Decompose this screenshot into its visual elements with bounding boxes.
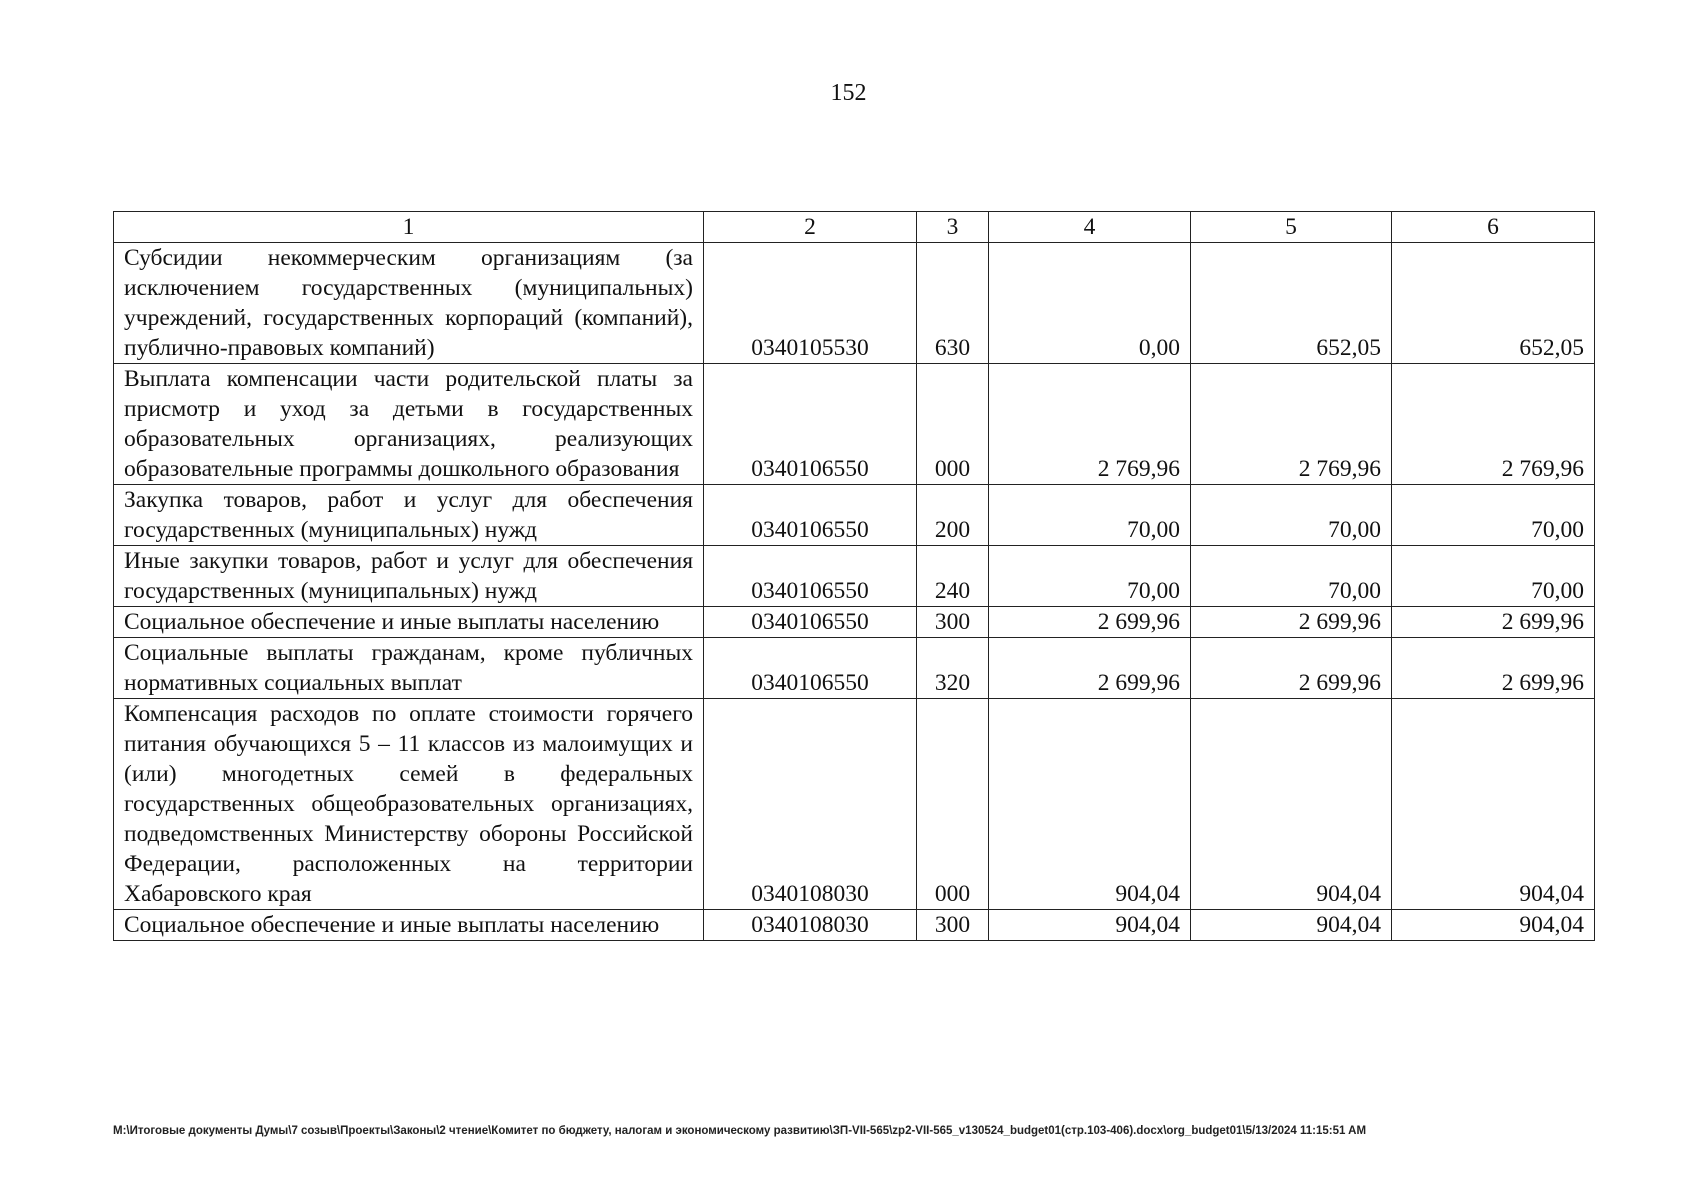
- row-vr: 300: [917, 607, 989, 638]
- col-header-4: 4: [989, 212, 1191, 243]
- table-header-row: [114, 212, 1595, 243]
- row-vr: 000: [917, 699, 989, 910]
- row-value-6: 904,04: [1392, 910, 1595, 941]
- row-name: Социальные выплаты гражданам, кроме публичных нормативных социальных выплат: [114, 638, 704, 699]
- file-path-footer: M:\Итоговые документы Думы\7 созыв\Проекты\Законы\2 чтение\Комитет по бюджету, налогам и экономическому развитию\ЗП-VII-565\zp2-VII-565_v130524_budget01(стр.103-406).docx\org_budget01\5/13/2024 11:15:51 AM: [113, 1125, 1367, 1137]
- col-header-2: 2: [704, 212, 917, 243]
- row-csr: 0340106550: [704, 607, 917, 638]
- row-value-4: 70,00: [989, 546, 1191, 607]
- row-value-4: 0,00: [989, 243, 1191, 364]
- row-value-5: 2 769,96: [1191, 364, 1392, 485]
- row-value-6: 904,04: [1392, 699, 1595, 910]
- row-name: Закупка товаров, работ и услуг для обеспечения государственных (муниципальных) нужд: [114, 485, 704, 546]
- row-value-5: 2 699,96: [1191, 638, 1392, 699]
- row-value-5: 904,04: [1191, 910, 1392, 941]
- table-row: [114, 638, 1595, 699]
- row-csr: 0340106550: [704, 485, 917, 546]
- row-value-4: 2 699,96: [989, 638, 1191, 699]
- table-row: [114, 699, 1595, 910]
- row-value-5: 652,05: [1191, 243, 1392, 364]
- row-name: Социальное обеспечение и иные выплаты населению: [114, 910, 704, 941]
- row-name: Субсидии некоммерческим организациям (за исключением государственных (муниципальных) учреждений, государственных корпораций (компаний), публично-правовых компаний): [114, 243, 704, 364]
- row-vr: 300: [917, 910, 989, 941]
- row-vr: 630: [917, 243, 989, 364]
- col-header-3: 3: [917, 212, 989, 243]
- row-value-5: 2 699,96: [1191, 607, 1392, 638]
- row-value-5: 70,00: [1191, 485, 1392, 546]
- row-name: Компенсация расходов по оплате стоимости горячего питания обучающихся 5 – 11 классов из малоимущих и (или) многодетных семей в федеральных государственных общеобразовательных организациях, подведомственных Министерству обороны Российской Федерации, расположенных на территории Хабаровского края: [114, 699, 704, 910]
- table-row: [114, 546, 1595, 607]
- row-value-6: 2 699,96: [1392, 638, 1595, 699]
- table-row: [114, 364, 1595, 485]
- row-value-4: 2 699,96: [989, 607, 1191, 638]
- row-value-4: 904,04: [989, 699, 1191, 910]
- row-value-5: 904,04: [1191, 699, 1392, 910]
- row-vr: 320: [917, 638, 989, 699]
- table-row: [114, 485, 1595, 546]
- budget-table: [113, 211, 1595, 941]
- row-vr: 200: [917, 485, 989, 546]
- row-csr: 0340108030: [704, 910, 917, 941]
- row-value-4: 2 769,96: [989, 364, 1191, 485]
- table-row: [114, 243, 1595, 364]
- row-value-4: 70,00: [989, 485, 1191, 546]
- row-value-4: 904,04: [989, 910, 1191, 941]
- row-name: Выплата компенсации части родительской платы за присмотр и уход за детьми в государственных образовательных организациях, реализующих образовательные программы дошкольного образования: [114, 364, 704, 485]
- col-header-5: 5: [1191, 212, 1392, 243]
- page-number: 152: [830, 80, 867, 106]
- row-csr: 0340106550: [704, 546, 917, 607]
- row-name: Иные закупки товаров, работ и услуг для обеспечения государственных (муниципальных) нужд: [114, 546, 704, 607]
- row-csr: 0340105530: [704, 243, 917, 364]
- table-row: [114, 910, 1595, 941]
- col-header-1: 1: [114, 212, 704, 243]
- row-value-6: 2 769,96: [1392, 364, 1595, 485]
- row-csr: 0340106550: [704, 638, 917, 699]
- row-vr: 000: [917, 364, 989, 485]
- row-csr: 0340108030: [704, 699, 917, 910]
- row-value-6: 70,00: [1392, 485, 1595, 546]
- table-row: [114, 607, 1595, 638]
- row-value-5: 70,00: [1191, 546, 1392, 607]
- row-name: Социальное обеспечение и иные выплаты населению: [114, 607, 704, 638]
- row-value-6: 2 699,96: [1392, 607, 1595, 638]
- row-value-6: 70,00: [1392, 546, 1595, 607]
- row-csr: 0340106550: [704, 364, 917, 485]
- row-value-6: 652,05: [1392, 243, 1595, 364]
- row-vr: 240: [917, 546, 989, 607]
- col-header-6: 6: [1392, 212, 1595, 243]
